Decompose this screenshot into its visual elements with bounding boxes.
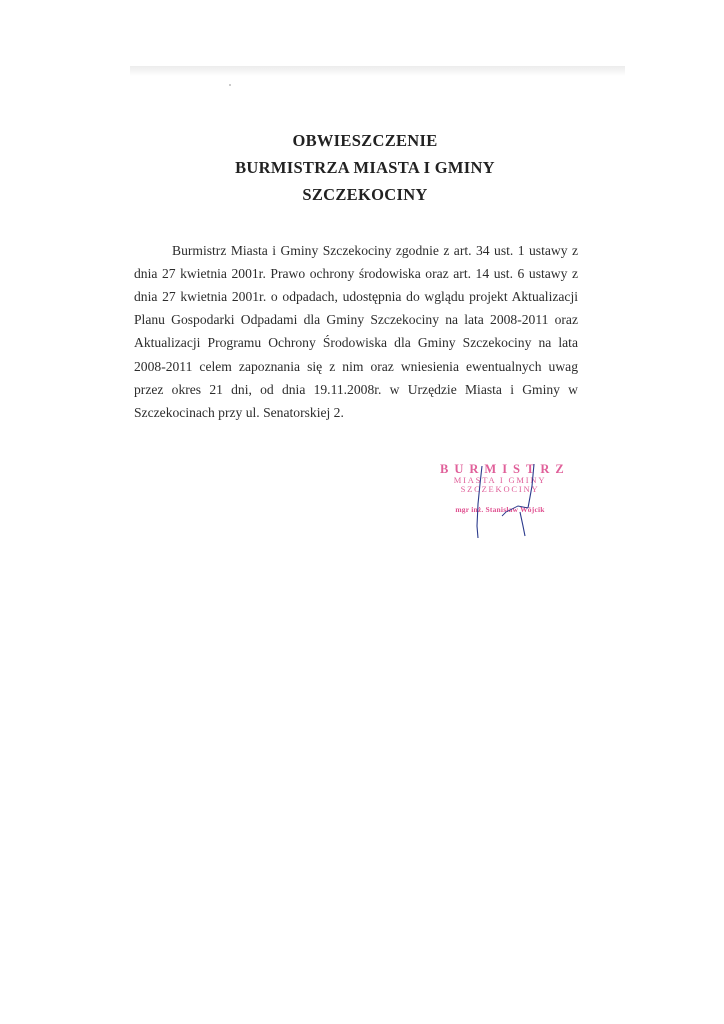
scan-edge-shadow [130, 66, 625, 76]
announcement-heading [130, 127, 600, 208]
official-stamp [430, 462, 570, 540]
stamp-subtitle: MIASTA I GMINY [453, 475, 547, 485]
stamp-title: BURMISTRZ [440, 462, 570, 476]
scan-speck [229, 84, 231, 86]
heading-line-3: SZCZEKOCINY [302, 185, 428, 204]
heading-line-2: BURMISTRZA MIASTA I GMINY [235, 158, 495, 177]
heading-line-1: OBWIESZCZENIE [292, 131, 438, 150]
announcement-body: Burmistrz Miasta i Gminy Szczekociny zgodnie z art. 34 ust. 1 ustawy z dnia 27 kwietnia 2001r. Prawo ochrony środowiska oraz art. 14 ust. 6 ustawy z dnia 27 kwietnia 2001r. o odpadach, udostępnia do wglądu projekt Aktualizacji Planu Gospodarki Odpadami dla Gminy Szczekociny na lata 2008-2011 oraz Aktualizacji Programu Ochrony Środowiska dla Gminy Szczekociny na lata 2008-2011 celem zapoznania się z nim oraz wniesienia ewentualnych uwag przez okres 21 dni, od dnia 19.11.2008r. w Urzędzie Miasta i Gminy w Szczekocinach przy ul. Senatorskiej 2. [134, 242, 578, 421]
stamp-municipality: SZCZEKOCINY [460, 484, 540, 494]
handwritten-signature-icon [430, 462, 570, 542]
stamp-signatory: mgr inż. Stanisław Wójcik [455, 505, 545, 514]
